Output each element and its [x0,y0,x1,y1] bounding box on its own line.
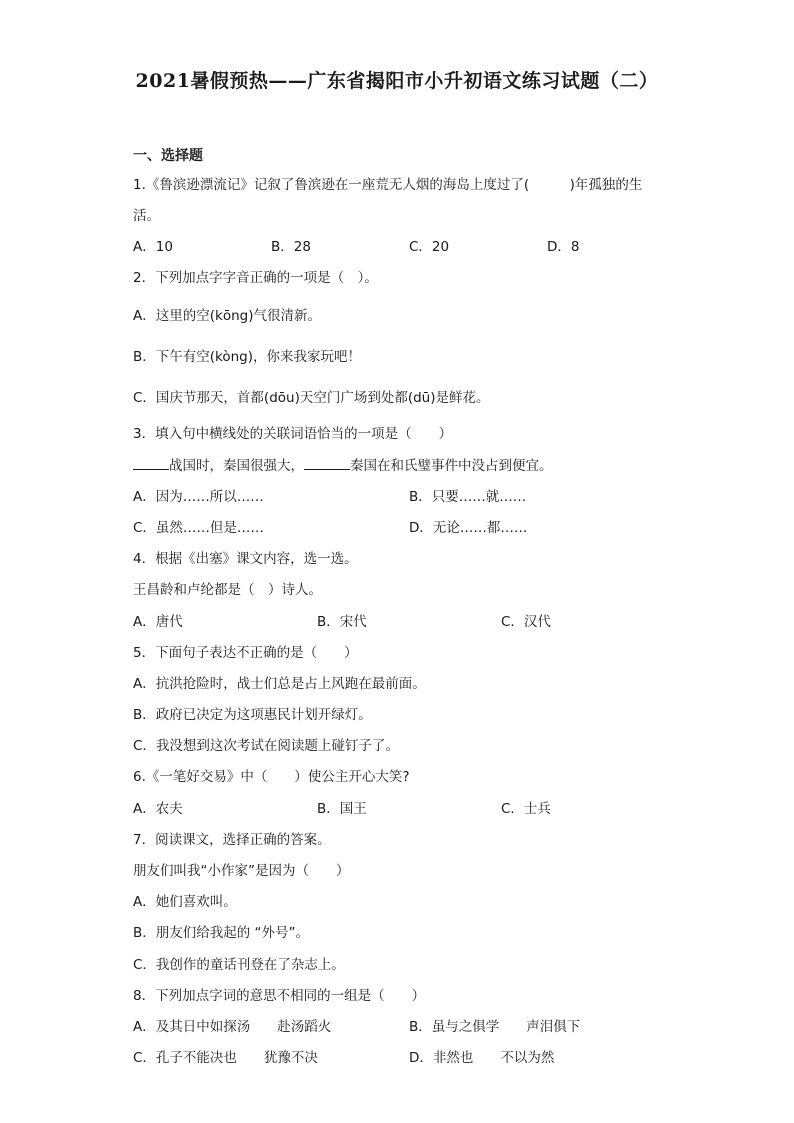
question-3-option-a: A．因为……所以…… [133,489,264,505]
answer-blank [304,457,350,470]
question-3-sentence [133,454,553,474]
question-6-option-c: C．士兵 [501,801,551,817]
question-2-option-b: B．下午有空(kòng)，你来我家玩吧！ [133,349,362,365]
question-4-stem: 4．根据《出塞》课文内容，选一选。 [133,551,358,567]
question-1-option-d: D．8 [547,239,580,255]
answer-blank [133,457,169,470]
question-5-option-c: C．我没想到这次考试在阅读题上碰钉子了。 [133,738,399,754]
question-6-option-b: B．国王 [317,801,367,817]
page-title: 2021暑假预热——广东省揭阳市小升初语文练习试题（二） [135,70,659,92]
question-3-option-c: C．虽然……但是…… [133,520,264,536]
question-8-option-c: C．孔子不能决也 犹豫不决 [133,1050,318,1066]
question-3-stem: 3．填入句中横线处的关联词语恰当的一项是（ ） [133,426,453,442]
question-5-option-b: B．政府已决定为这项惠民计划开绿灯。 [133,707,372,723]
question-4-option-a: A．唐代 [133,614,183,630]
question-3-option-b: B．只要……就…… [409,489,527,505]
question-8-stem: 8．下列加点字词的意思不相同的一组是（ ） [133,988,426,1004]
question-5-option-a: A．抗洪抢险时，战士们总是占上风跑在最前面。 [133,676,426,692]
question-1-option-a: A．10 [133,239,173,255]
question-6-stem: 6.《一笔好交易》中（ ）使公主开心大笑? [133,769,410,785]
question-1-stem-cont: 活。 [133,208,160,224]
question-8-option-a: A．及其日中如探汤 赴汤蹈火 [133,1019,332,1035]
question-3-sentence-part-2: 秦国在和氏璧事件中没占到便宜。 [350,458,553,474]
question-3-sentence-part-1: 战国时，秦国很强大， [169,458,304,474]
question-1-option-c: C．20 [409,239,450,255]
question-1-stem: 1.《鲁滨逊漂流记》记叙了鲁滨逊在一座荒无人烟的海岛上度过了( )年孤独的生 [133,177,643,193]
question-7-stem-cont: 朋友们叫我“小作家”是因为（ ） [133,863,350,879]
question-7-option-c: C．我创作的童话刊登在了杂志上。 [133,957,345,973]
question-4-option-c: C．汉代 [501,614,551,630]
section-heading: 一、选择题 [133,148,203,164]
question-4-option-b: B．宋代 [317,614,367,630]
question-2-option-c: C．国庆节那天，首都(dōu)天空门广场到处都(dū)是鲜花。 [133,390,490,406]
question-7-stem: 7．阅读课文，选择正确的答案。 [133,832,331,848]
question-3-option-d: D．无论……都…… [409,520,528,536]
question-6-option-a: A．农夫 [133,801,183,817]
question-7-option-b: B．朋友们给我起的 “外号”。 [133,925,310,941]
question-8-option-d: D．非然也 不以为然 [409,1050,555,1066]
question-5-stem: 5．下面句子表达不正确的是（ ） [133,645,358,661]
question-4-stem-cont: 王昌龄和卢纶都是（ ）诗人。 [133,582,322,598]
question-2-stem: 2．下列加点字字音正确的一项是（ ）。 [133,270,378,286]
question-1-option-b: B．28 [271,239,311,255]
question-8-option-b: B．虽与之俱学 声泪俱下 [409,1019,581,1035]
question-7-option-a: A．她们喜欢叫。 [133,894,237,910]
question-2-option-a: A．这里的空(kōng)气很清新。 [133,308,321,324]
